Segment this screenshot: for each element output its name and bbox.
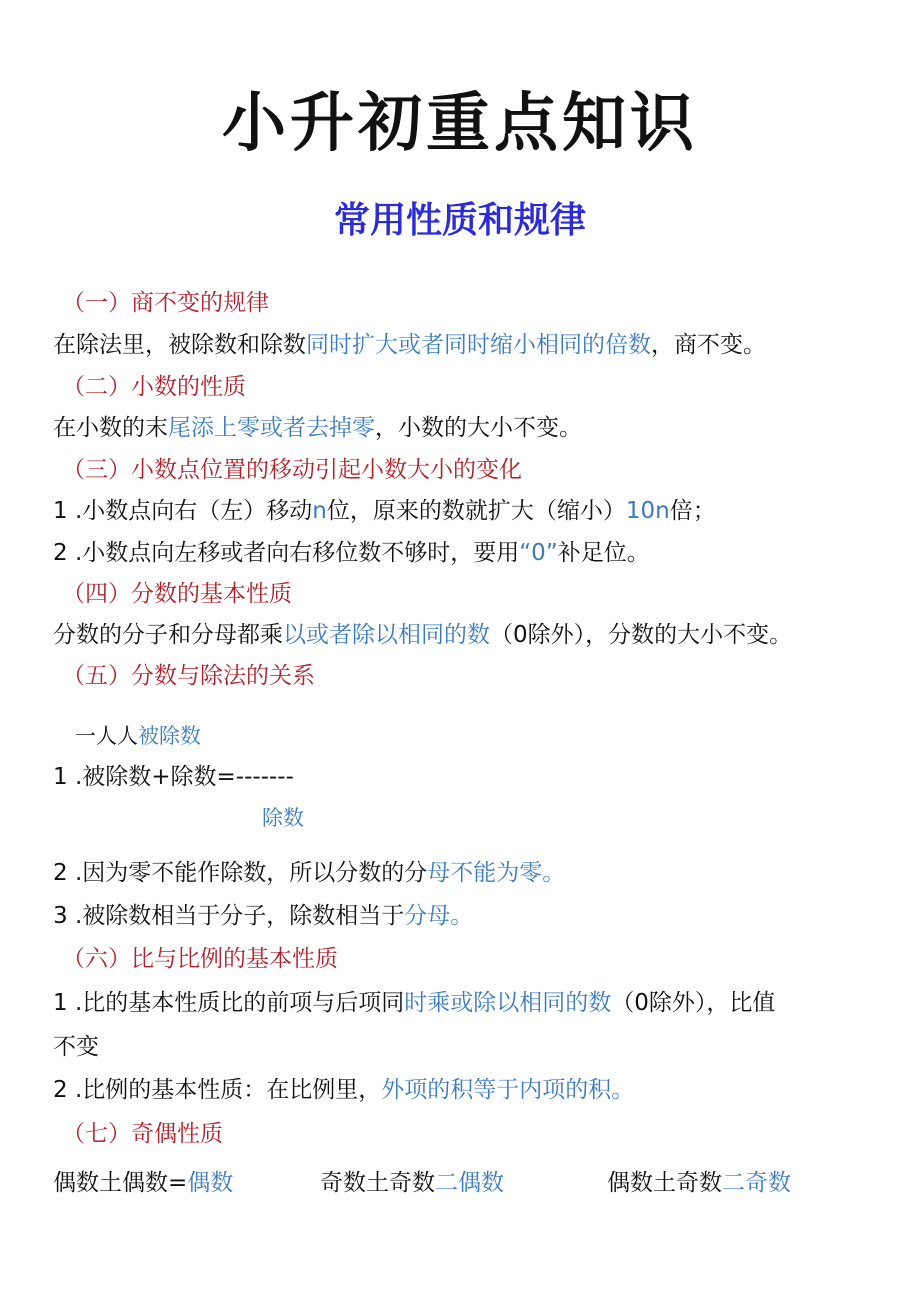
paragraph: 1 .被除数+除数=------- bbox=[53, 764, 294, 790]
text: 倍； bbox=[669, 498, 716, 524]
text: 2 .小数点向左移或者向右移位数不够时，要用 bbox=[53, 540, 520, 566]
paragraph bbox=[53, 498, 716, 526]
text: 位，原来的数就扩大（缩小） bbox=[326, 498, 626, 524]
highlight-text: 10n bbox=[625, 498, 670, 524]
section-heading-7: （七）奇偶性质 bbox=[62, 1121, 223, 1147]
text: 在除法里，被除数和除数 bbox=[53, 332, 306, 358]
section-heading-6: （六）比与比例的基本性质 bbox=[62, 946, 338, 972]
section-heading-4: （四）分数的基本性质 bbox=[62, 581, 292, 607]
text: ，商不变。 bbox=[651, 332, 766, 358]
text: （0除外），比值 bbox=[611, 990, 776, 1016]
paragraph bbox=[53, 903, 473, 931]
parity-rule-1 bbox=[53, 1164, 233, 1197]
text: 3 .被除数相当于分子，除数相当于 bbox=[53, 903, 405, 929]
highlight-text: 时乘或除以相同的数 bbox=[404, 990, 612, 1016]
section-heading-2: （二）小数的性质 bbox=[62, 374, 246, 400]
highlight-text: 母不能为零。 bbox=[427, 860, 566, 886]
highlight-text: n bbox=[312, 498, 327, 524]
highlight-text: 被除数 bbox=[138, 724, 201, 748]
paragraph bbox=[53, 1077, 634, 1105]
highlight-text: 同时扩大或者同时缩小相同的倍数 bbox=[306, 332, 651, 358]
text: 一人人 bbox=[75, 724, 138, 748]
text: 在小数的末 bbox=[53, 415, 168, 441]
highlight-text: 偶数 bbox=[187, 1170, 234, 1196]
text: 2 .因为零不能作除数，所以分数的分 bbox=[53, 860, 428, 886]
highlight-text: 外项的积等于内项的积。 bbox=[381, 1077, 635, 1103]
paragraph bbox=[53, 332, 766, 360]
text: 2 .比例的基本性质：在比例里， bbox=[53, 1077, 382, 1103]
section-heading-1: （一）商不变的规律 bbox=[62, 290, 269, 316]
text: 奇数土奇数 bbox=[320, 1170, 435, 1196]
section-heading-3: （三）小数点位置的移动引起小数大小的变化 bbox=[62, 457, 522, 483]
page-title: 小升初重点知识 bbox=[222, 86, 698, 161]
paragraph bbox=[53, 990, 775, 1018]
section-heading-5: （五）分数与除法的关系 bbox=[62, 663, 315, 689]
fraction-numerator bbox=[75, 724, 201, 749]
text: 补足位。 bbox=[557, 540, 650, 566]
highlight-text: 分母。 bbox=[404, 903, 474, 929]
text: 偶数土偶数= bbox=[53, 1170, 188, 1196]
paragraph bbox=[53, 622, 792, 650]
paragraph bbox=[53, 415, 582, 443]
paragraph bbox=[53, 860, 565, 888]
text: ，小数的大小不变。 bbox=[375, 415, 582, 441]
highlight-text: 以或者除以相同的数 bbox=[283, 622, 490, 648]
text: 1 .比的基本性质比的前项与后项同 bbox=[53, 990, 405, 1016]
text: 偶数土奇数 bbox=[607, 1170, 722, 1196]
highlight-text: 二偶数 bbox=[435, 1170, 504, 1196]
highlight-text: 尾添上零或者去掉零 bbox=[168, 415, 375, 441]
page-subtitle: 常用性质和规律 bbox=[333, 199, 586, 241]
highlight-text: 二奇数 bbox=[722, 1170, 791, 1196]
paragraph-continuation: 不变 bbox=[53, 1034, 99, 1060]
parity-rule-3 bbox=[607, 1164, 791, 1197]
highlight-text: “0” bbox=[519, 540, 558, 566]
paragraph bbox=[53, 540, 650, 568]
parity-rule-2 bbox=[320, 1164, 504, 1197]
text: （0除外），分数的大小不变。 bbox=[490, 622, 793, 648]
fraction-denominator: 除数 bbox=[262, 806, 304, 830]
text: 1 .小数点向右（左）移动 bbox=[53, 498, 313, 524]
text: 分数的分子和分母都乘 bbox=[53, 622, 283, 648]
